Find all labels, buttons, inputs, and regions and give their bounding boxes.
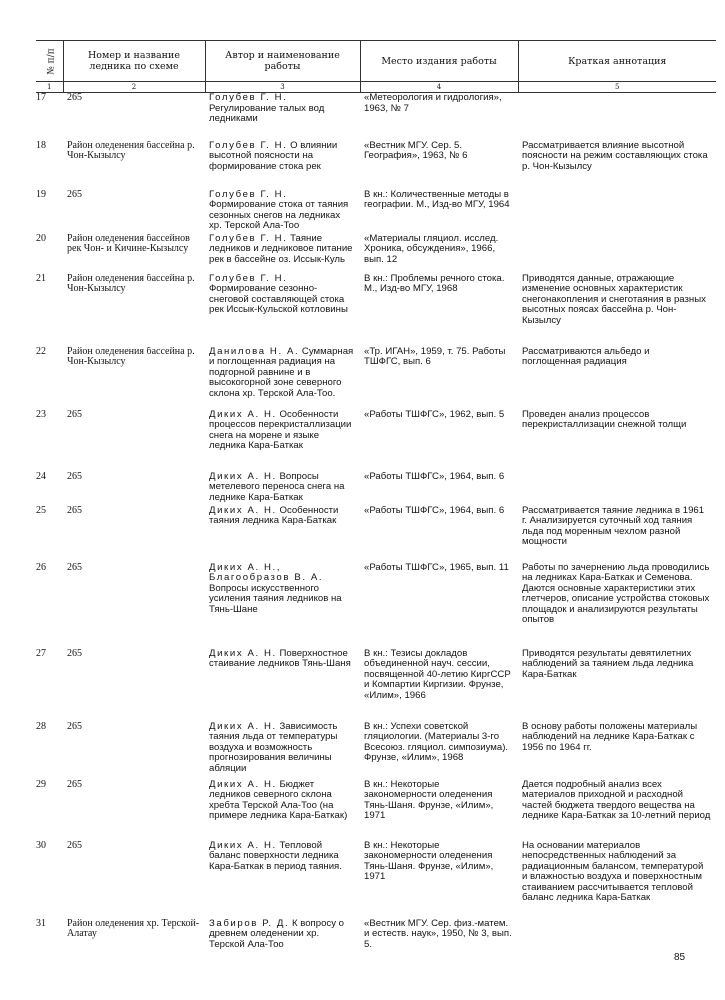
header-glacier: Номер и название ледника по схеме	[63, 41, 205, 82]
row-number: 25	[36, 505, 46, 516]
work-title: Суммарная и поглощенная радиация на подгорной равнине и в высокогорной зоне северного склона хр. Терской Ала-Тоо.	[209, 346, 354, 399]
annotation: Дается подробный анализ всех материалов приходной и расходной частей бюджета твердого вещества на леднике Кара-Баткак за 10-летний период	[522, 779, 711, 822]
header-author-work: Автор и наименование работы	[205, 41, 360, 82]
glacier-name: 265	[67, 648, 82, 659]
author-work-cell	[205, 841, 360, 919]
header-item-number: № п/п	[36, 41, 63, 82]
work-title: Формирование стока от таяния сезонных снегов на ледниках хр. Терской Ала-Тоо	[209, 199, 349, 232]
glacier-name: 265	[67, 562, 82, 573]
row-number: 28	[36, 721, 46, 732]
row-number: 30	[36, 840, 46, 851]
table-row	[36, 93, 716, 141]
row-number: 26	[36, 562, 46, 573]
work-title: Поверхностное стаивание ледников Тянь-Шаня	[209, 648, 351, 670]
work-title: Особенности таяния ледника Кара-Баткак	[209, 505, 339, 527]
table-row	[36, 919, 716, 969]
publication-place: «Работы ТШФГС», 1964, вып. 6	[364, 471, 505, 482]
author-work-cell	[205, 141, 360, 190]
annotation: В основу работы положены материалы наблюдений на леднике Кара-Баткак с 1956 по 1964 гг.	[522, 721, 698, 753]
work-title: Таяние ледников и ледниковое питание рек в бассейне оз. Иссык-Куль	[209, 233, 353, 265]
author-work-cell	[205, 722, 360, 780]
author-work-cell	[205, 93, 360, 141]
publication-place: «Вестник МГУ. Сер. физ.-матем. и естеств. наук», 1950, № 3, вып. 5.	[364, 918, 512, 950]
author-work-cell	[205, 563, 360, 649]
glacier-name: 265	[67, 721, 82, 732]
author-name: Диких А. Н.	[209, 471, 277, 482]
annotation: Приводятся результаты девятилетних наблюдений за таянием льда ледника Кара-Баткак	[522, 648, 694, 680]
annotation: На основании материалов непосредственных наблюдений за радиационным балансом, температурой и влажностью воздуха и поверхностным стаиванием рассчитывается тепловой баланс ледника Кара-Баткак	[522, 840, 704, 904]
work-title: Регулирование талых вод ледниками	[209, 102, 325, 125]
author-work-cell	[205, 347, 360, 410]
table-row	[36, 649, 716, 722]
glacier-name: 265	[67, 189, 82, 200]
header-number-1: 1	[36, 82, 63, 93]
table-row	[36, 563, 716, 649]
author-name: Диких А. Н., Благообразов В. А.	[209, 562, 324, 584]
author-work-cell	[205, 234, 360, 274]
table-row	[36, 506, 716, 563]
author-name: Голубев Г. Н.	[209, 140, 288, 151]
publication-place: В кн.: Некоторые закономерности оледенения Тянь-Шаня. Фрунзе, «Илим», 1971	[364, 840, 494, 883]
author-work-cell	[205, 274, 360, 347]
annotation	[518, 472, 716, 506]
annotation: Рассматривается таяние ледника в 1961 г. Анализируется суточный ход таяния льда под моренным чехлом разной мощности	[522, 505, 705, 548]
header-number-5: 5	[518, 82, 716, 93]
bibliography-table	[36, 40, 716, 969]
header-number-4: 4	[360, 82, 518, 93]
row-number: 24	[36, 471, 46, 482]
glacier-name: Район оледенения бассейна р. Чон-Кызылсу	[67, 346, 195, 368]
table-header	[36, 41, 716, 93]
glacier-name: Район оледенения бассейнов рек Чон- и Кичине-Кызылсу	[67, 233, 190, 255]
glacier-name: 265	[67, 505, 82, 516]
author-work-cell	[205, 506, 360, 563]
publication-place: «Работы ТШФГС», 1965, вып. 11	[364, 562, 509, 573]
bibliography-page	[36, 40, 716, 969]
annotation	[518, 234, 716, 274]
publication-place: В кн.: Некоторые закономерности оледенения Тянь-Шаня. Фрунзе, «Илим», 1971	[364, 779, 494, 822]
author-work-cell	[205, 410, 360, 472]
annotation	[518, 919, 716, 969]
row-number: 27	[36, 648, 46, 659]
work-title: Зависимость таяния льда от температуры воздуха и возможность прогнозирования величины абляции	[209, 721, 338, 774]
author-name: Голубев Г. Н.	[209, 92, 288, 103]
table-row	[36, 410, 716, 472]
table-body	[36, 93, 716, 969]
author-name: Диких А. Н.	[209, 505, 277, 516]
row-number: 22	[36, 346, 46, 357]
page-number: 85	[674, 952, 686, 963]
publication-place: В кн.: Проблемы речного стока. М., Изд-во МГУ, 1968	[364, 273, 505, 295]
author-name: Забиров Р. Д.	[209, 918, 290, 929]
author-name: Диких А. Н.	[209, 409, 277, 420]
author-name: Голубев Г. Н.	[209, 189, 288, 200]
work-title: Тепловой баланс поверхности ледника Кара-Баткак в период таяния.	[209, 840, 342, 872]
table-row	[36, 347, 716, 410]
author-name: Голубев Г. Н.	[209, 273, 288, 284]
row-number: 29	[36, 779, 46, 790]
annotation: Проведен анализ процессов перекристаллизации снежной толщи	[522, 409, 687, 431]
row-number: 31	[36, 918, 46, 929]
work-title: Формирование сезонно-снеговой составляющей стока рек Иссык-Кульской котловины	[209, 283, 348, 316]
work-title: Вопросы метелевого переноса снега на леднике Кара-Баткак	[209, 471, 345, 503]
glacier-name: 265	[67, 840, 82, 851]
publication-place: В кн.: Количественные методы в географии. М., Изд-во МГУ, 1964	[364, 189, 510, 211]
header-publication-place: Место издания работы	[360, 41, 518, 82]
row-number: 18	[36, 140, 46, 151]
publication-place: «Работы ТШФГС», 1962, вып. 5	[364, 409, 505, 420]
row-number: 17	[36, 92, 46, 103]
annotation: Приводятся данные, отражающие изменение основных характеристик снегонакопления и снеготаяния в разных высотных поясах бассейна р. Чон-Кызылсу	[522, 273, 706, 326]
annotation	[518, 190, 716, 234]
work-title: Бюджет ледников северного склона хребта Терской Ала-Тоо (на примере ледника Кара-Баткак)	[209, 779, 348, 822]
row-number: 20	[36, 233, 46, 244]
row-number: 23	[36, 409, 46, 420]
author-name: Диких А. Н.	[209, 779, 277, 790]
glacier-name: Район оледенения бассейна р. Чон-Кызылсу	[67, 273, 195, 295]
annotation: Работы по зачернению льда проводились на ледниках Кара-Баткак и Семенова. Даются основные характеристики этих глетчеров, описание устройства стоковых площадок и анализируются результаты опытов	[522, 562, 710, 626]
author-name: Диких А. Н.	[209, 721, 277, 732]
annotation	[518, 93, 716, 141]
author-work-cell	[205, 919, 360, 969]
table-row	[36, 780, 716, 841]
annotation: Рассматриваются альбедо и поглощенная радиация	[522, 346, 650, 368]
table-row	[36, 274, 716, 347]
row-number: 19	[36, 189, 46, 200]
author-work-cell	[205, 190, 360, 234]
glacier-name: Район оледенения хр. Терской-Алатау	[67, 918, 200, 940]
publication-place: В кн.: Успехи советской гляциологии. (Материалы 3-го Всесоюз. гляциол. симпозиума). Фрунзе, «Илим», 1968	[364, 721, 509, 764]
glacier-name: 265	[67, 779, 82, 790]
work-title: Особенности процессов перекристаллизации снега на морене и языке ледника Кара-Баткак	[209, 409, 352, 452]
table-row	[36, 472, 716, 506]
author-name: Голубев Г. Н.	[209, 233, 288, 244]
publication-place: «Вестник МГУ. Сер. 5. География», 1963, № 6	[364, 140, 468, 162]
header-annotation: Краткая аннотация	[518, 41, 716, 82]
publication-place: «Материалы гляциол. исслед. Хроника, обсуждения», 1966, вып. 12	[364, 233, 499, 265]
table-row	[36, 722, 716, 780]
author-name: Диких А. Н.	[209, 840, 277, 851]
row-number: 21	[36, 273, 46, 284]
publication-place: В кн.: Тезисы докладов объединенной науч. сессии, посвященной 40-летию КиргССР и Компартии Киргизии. Фрунзе, «Илим», 1966	[364, 648, 511, 701]
work-title: Вопросы искусственного усиления таяния ледников на Тянь-Шане	[209, 582, 342, 615]
header-number-2: 2	[63, 82, 205, 93]
author-work-cell	[205, 472, 360, 506]
author-name: Диких А. Н.	[209, 648, 277, 659]
author-work-cell	[205, 649, 360, 722]
glacier-name: 265	[67, 92, 82, 103]
work-title: О влиянии высотной поясности на формирование стока рек	[209, 140, 338, 172]
table-row	[36, 141, 716, 190]
annotation: Рассматривается влияние высотной поясности на режим составляющих стока р. Чон-Кызылсу	[522, 140, 708, 172]
table-row	[36, 841, 716, 919]
author-work-cell	[205, 780, 360, 841]
publication-place: «Тр. ИГАН», 1959, т. 75. Работы ТШФГС, вып. 6	[364, 346, 506, 368]
glacier-name: Район оледенения бассейна р. Чон-Кызылсу	[67, 140, 195, 162]
header-number-3: 3	[205, 82, 360, 93]
table-row	[36, 190, 716, 234]
work-title: К вопросу о древнем оледенении хр. Терской Ала-Тоо	[209, 918, 345, 950]
publication-place: «Метеорология и гидрология», 1963, № 7	[364, 92, 502, 114]
publication-place: «Работы ТШФГС», 1964, вып. 6	[364, 505, 505, 516]
author-name: Данилова Н. А.	[209, 346, 300, 357]
glacier-name: 265	[67, 409, 82, 420]
glacier-name: 265	[67, 471, 82, 482]
table-row	[36, 234, 716, 274]
